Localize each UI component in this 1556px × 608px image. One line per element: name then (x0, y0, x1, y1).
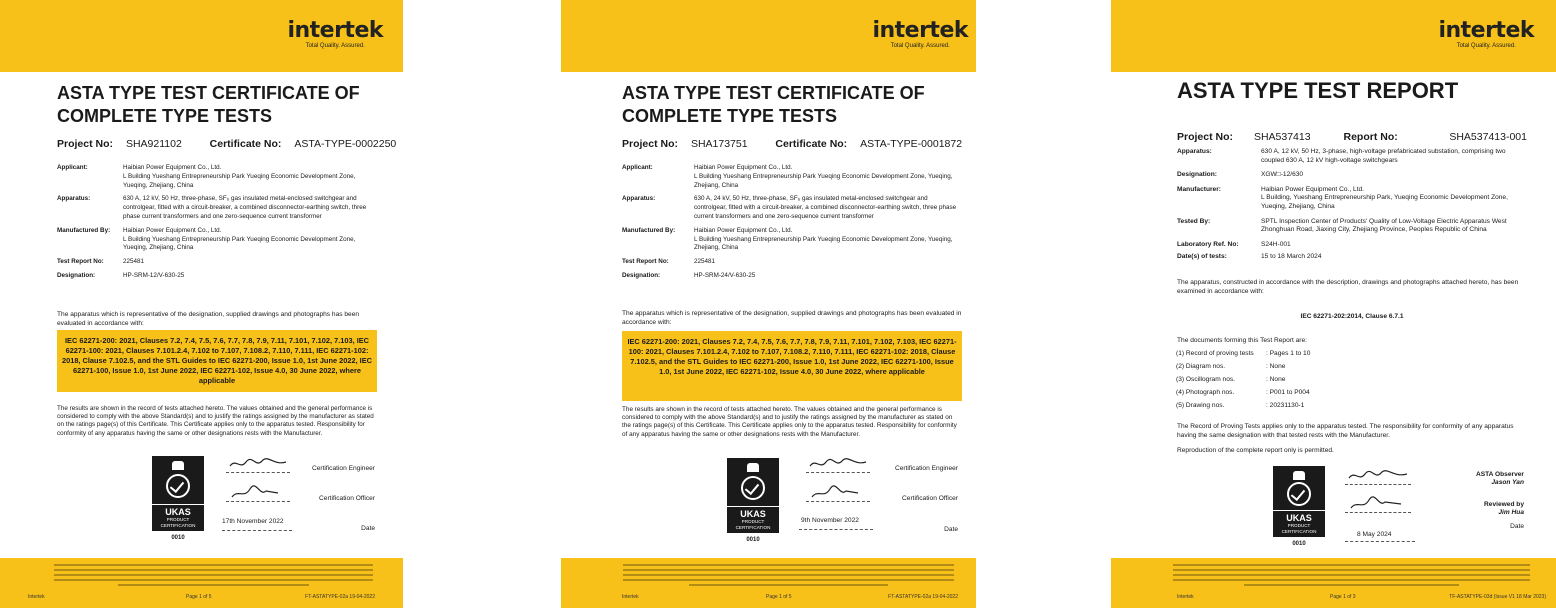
ukas-number: 0010 (746, 537, 760, 543)
field-row: Apparatus: 630 A, 12 kV, 50 Hz, three-phase, SF₆ gas insulated metal-enclosed switchgear and controlgear, fitted with a circuit-breaker, a combined disconnector-earthing switch, three phase current transformers and one zero-sequence current transformer (57, 195, 367, 220)
crown-icon (1293, 471, 1305, 480)
form-reference: FT-ASTATYPE-02a 19-04-2022 (888, 594, 958, 600)
fine-print (54, 564, 373, 591)
project-line (57, 138, 396, 150)
observer-signature (1345, 470, 1411, 485)
project-label: Project No: (1177, 131, 1234, 143)
intertek-logo (872, 20, 968, 51)
certificate-fields (622, 164, 957, 286)
crown-icon (747, 463, 759, 472)
checkmark-icon (166, 474, 190, 498)
footer-left: Intertek (1177, 594, 1194, 600)
form-reference: TF-ASTATYPE-03d (Issue V1 18 Mar 2023) (1449, 594, 1546, 600)
field-row: Designation: HP-SRM-12/V-630-25 (57, 271, 185, 279)
logo-wordmark: intertek (872, 18, 968, 43)
officer-signature (806, 487, 870, 502)
field-row: Test Report No: 225481 (622, 258, 716, 266)
test-report-document (1111, 0, 1556, 608)
logo-wordmark: intertek (287, 18, 383, 43)
header-band (1111, 0, 1556, 72)
list-item: (2) Diagram nos. : None (1176, 363, 1286, 370)
date-label: Date (361, 525, 375, 532)
checkmark-icon (1287, 482, 1311, 506)
page-number: Page 1 of 3 (1330, 594, 1356, 600)
field-row: Laboratory Ref. No: S24H-001 (1177, 240, 1291, 248)
list-item: (3) Oscillogram nos. : None (1176, 376, 1286, 383)
project-value: SHA537413 (1253, 131, 1311, 143)
footer-band (0, 558, 403, 608)
footer-left: Intertek (28, 594, 45, 600)
certificate-document-1 (0, 0, 403, 608)
ukas-number: 0010 (171, 535, 185, 541)
date-label: Date (1510, 523, 1524, 530)
logo-tagline: Total Quality. Assured. (305, 43, 365, 49)
ukas-mark: UKAS PRODUCT CERTIFICATION 0010 (1273, 466, 1325, 547)
evaluation-intro: The apparatus which is representative of the designation, supplied drawings and photographs has been evaluated in accordance with: (57, 311, 360, 327)
standards-box: IEC 62271-200: 2021, Clauses 7.2, 7.4, 7.5, 7.6, 7.7, 7.8, 7.9, 7.11, 7.101, 7.102, 7.103, IEC 62271-100: 2021, Clauses 7.101.2.4, 7.102 to 7.107, 7.108.2, 7.110, 7.111, IEC 62271-102: 2018, Clause 7.102.5, and the STL Guides to IEC 62271-200, Issue 1.0, 1st June 2022, IEC 62271-100, Issue 1.0, 1st June 2022, IEC 62271-102, Issue 4.0, 30 June 2022, where applicable (622, 331, 962, 401)
engineer-signature (226, 458, 290, 473)
results-statement: The results are shown in the record of tests attached hereto. The values obtained and the general performance is considered to comply with the above Standard(s) and to justify the ratings assigned by the manufacturer as stated on the ratings page(s) of this Certificate. This Certificate applies only to the apparatus tested. Responsibility for conformity of any apparatus having the same or other designations rests with the Manufacturer. (622, 406, 957, 438)
engineer-label: Certification Engineer (894, 465, 958, 472)
certificate-document-2 (561, 0, 976, 608)
project-line (622, 138, 962, 150)
field-row: Applicant: Haibian Power Equipment Co., Ltd. L Building Yueshang Entrepreneurship Park Yueqing Economic Development Zone, Yueqing, Zhejiang, China (622, 164, 953, 189)
applied-standard: IEC 62271-202:2014, Clause 6.7.1 (1300, 313, 1404, 320)
report-fields (1177, 148, 1527, 266)
ukas-number: 0010 (1292, 541, 1306, 547)
issue-date: 17th November 2022 (222, 518, 284, 525)
header-band (0, 0, 403, 72)
ukas-mark: UKAS PRODUCT CERTIFICATION 0010 (727, 458, 779, 543)
date-line (1345, 529, 1415, 542)
certificate-fields (57, 164, 377, 286)
date-line (799, 517, 873, 530)
header-band (561, 0, 976, 72)
issue-date: 8 May 2024 (1357, 531, 1392, 538)
fine-print (623, 564, 954, 591)
certificate-value: ASTA-TYPE-0001872 (860, 138, 963, 150)
officer-label: Certification Officer (902, 495, 958, 502)
issue-date: 9th November 2022 (801, 517, 859, 524)
certificate-label: Certificate No: (209, 138, 282, 150)
project-value: SHA921102 (125, 138, 182, 150)
field-row: Manufactured By: Haibian Power Equipment Co., Ltd. L Building Yueshang Entrepreneurship Park Yueqing Economic Development Zone, Yueqing, Zhejiang, China (622, 226, 953, 252)
field-row: Applicant: Haibian Power Equipment Co., Ltd. L Building Yueshang Entrepreneurship Park Yueqing Economic Development Zone, Yueqing, Zhejiang, China (57, 164, 356, 189)
certificate-value: ASTA-TYPE-0002250 (294, 138, 397, 150)
officer-label: Certification Officer (319, 495, 375, 502)
list-item: (5) Drawing nos. : 20231130-1 (1176, 402, 1305, 409)
logo-wordmark: intertek (1438, 18, 1534, 43)
certificate-title: ASTA TYPE TEST CERTIFICATE OF COMPLETE TYPE TESTS (622, 83, 925, 126)
intertek-logo (1438, 20, 1534, 51)
officer-signature (226, 487, 290, 502)
engineer-label: Certification Engineer (311, 465, 375, 472)
report-label: Report No: (1343, 131, 1398, 143)
date-line (222, 518, 292, 531)
crown-icon (172, 461, 184, 470)
results-statement: The results are shown in the record of tests attached hereto. The values obtained and the general performance is considered to comply with the above Standard(s) and to justify the ratings assigned by the manufacturer as stated on the ratings page(s) of this Certificate. This Certificate applies only to the apparatus tested. Responsibility for conformity of any apparatus having the same or other designations rests with the Manufacturer. (57, 405, 374, 437)
page-number: Page 1 of 5 (186, 594, 212, 600)
report-value: SHA537413-001 (1449, 131, 1527, 143)
footer-left: Intertek (622, 594, 639, 600)
field-row: Designation: HP-SRM-24/V-630-25 (622, 271, 756, 279)
form-reference: FT-ASTATYPE-02a 19-04-2022 (305, 594, 375, 600)
record-statement: The Record of Proving Tests applies only to the apparatus tested. The responsibility for conformity of any apparatus having the same designation with that tested rests with the Manufacturer. (1177, 423, 1514, 439)
field-row: Designation: XGW□-12/630 (1177, 171, 1304, 179)
project-value: SHA173751 (690, 138, 748, 150)
field-row: Date(s) of tests: 15 to 18 March 2024 (1177, 253, 1322, 261)
page-number: Page 1 of 5 (766, 594, 792, 600)
field-row: Test Report No: 225481 (57, 258, 145, 266)
certificate-label: Certificate No: (775, 138, 848, 150)
reproduction-note: Reproduction of the complete report only is permitted. (1177, 447, 1334, 454)
reviewer-block: Reviewed by Jim Hua (1484, 501, 1524, 517)
field-row: Apparatus: 630 A, 24 kV, 50 Hz, three-phase, SF₆ gas insulated metal-enclosed switchgear and controlgear, fitted with a circuit-breaker, a combined disconnector-earthing switch, three phase current transformers and one zero-sequence current transformer (622, 195, 957, 220)
documents-intro: The documents forming this Test Report are: (1177, 337, 1307, 344)
ukas-mark: UKAS PRODUCT CERTIFICATION 0010 (152, 456, 204, 541)
standards-box: IEC 62271-200: 2021, Clauses 7.2, 7.4, 7.5, 7.6, 7.7, 7.8, 7.9, 7.11, 7.101, 7.102, 7.103, IEC 62271-100: 2021, Clauses 7.101.2.4, 7.102 to 7.107, 7.108.2, 7.110, 7.111, IEC 62271-102: 2018, Clause 7.102.5, and the STL Guides to IEC 62271-200, Issue 1.0, 1st June 2022, IEC 62271-100, Issue 1.0, 1st June 2022, IEC 62271-102, Issue 4.0, 30 June 2022, where applicable (57, 330, 377, 392)
certificate-title: ASTA TYPE TEST CERTIFICATE OF COMPLETE TYPE TESTS (57, 83, 360, 126)
document-list (1176, 347, 1310, 412)
project-label: Project No: (57, 138, 114, 150)
intertek-logo (287, 20, 383, 51)
evaluation-intro: The apparatus which is representative of the designation, supplied drawings and photographs has been evaluated in accordance with: (622, 310, 962, 326)
observer-block: ASTA Observer Jason Yan (1475, 471, 1524, 487)
list-item: (1) Record of proving tests : Pages 1 to 10 (1176, 350, 1311, 357)
field-row: Tested By: SPTL Inspection Center of Products' Quality of Low-Voltage Electric Apparatus West Zhonghuan Road, Jiaxing City, Zhejiang Province, Peoples Republic of China (1177, 217, 1507, 234)
field-row: Manufacturer: Haibian Power Equipment Co., Ltd. L Building, Yueshang Entrepreneurship Park, Yueqing Economic Development Zone, Yueqing, Zhejiang, China (1177, 185, 1508, 210)
report-title: ASTA TYPE TEST REPORT (1177, 78, 1459, 103)
examination-intro: The apparatus, constructed in accordance with the description, drawings and photographs attached hereto, has been examined in accordance with: (1177, 279, 1519, 295)
project-line (1177, 131, 1527, 143)
footer-band (1111, 558, 1556, 608)
checkmark-icon (741, 476, 765, 500)
field-row: Apparatus: 630 A, 12 kV, 50 Hz, 3-phase, high-voltage prefabricated substation, comprising two coupled 630 A, 12 kV high-voltage switchgears (1177, 148, 1506, 164)
footer-band (561, 558, 976, 608)
field-row: Manufactured By: Haibian Power Equipment Co., Ltd. L Building Yueshang Entrepreneurship Park Yueqing Economic Development Zone, Yueqing, Zhejiang, China (57, 226, 356, 252)
fine-print (1173, 564, 1530, 591)
engineer-signature (806, 458, 870, 473)
reviewer-signature (1345, 498, 1411, 513)
logo-tagline: Total Quality. Assured. (1456, 43, 1516, 49)
list-item: (4) Photograph nos. : P001 to P004 (1176, 389, 1310, 396)
project-label: Project No: (622, 138, 679, 150)
logo-tagline: Total Quality. Assured. (890, 43, 950, 49)
date-label: Date (944, 526, 958, 533)
